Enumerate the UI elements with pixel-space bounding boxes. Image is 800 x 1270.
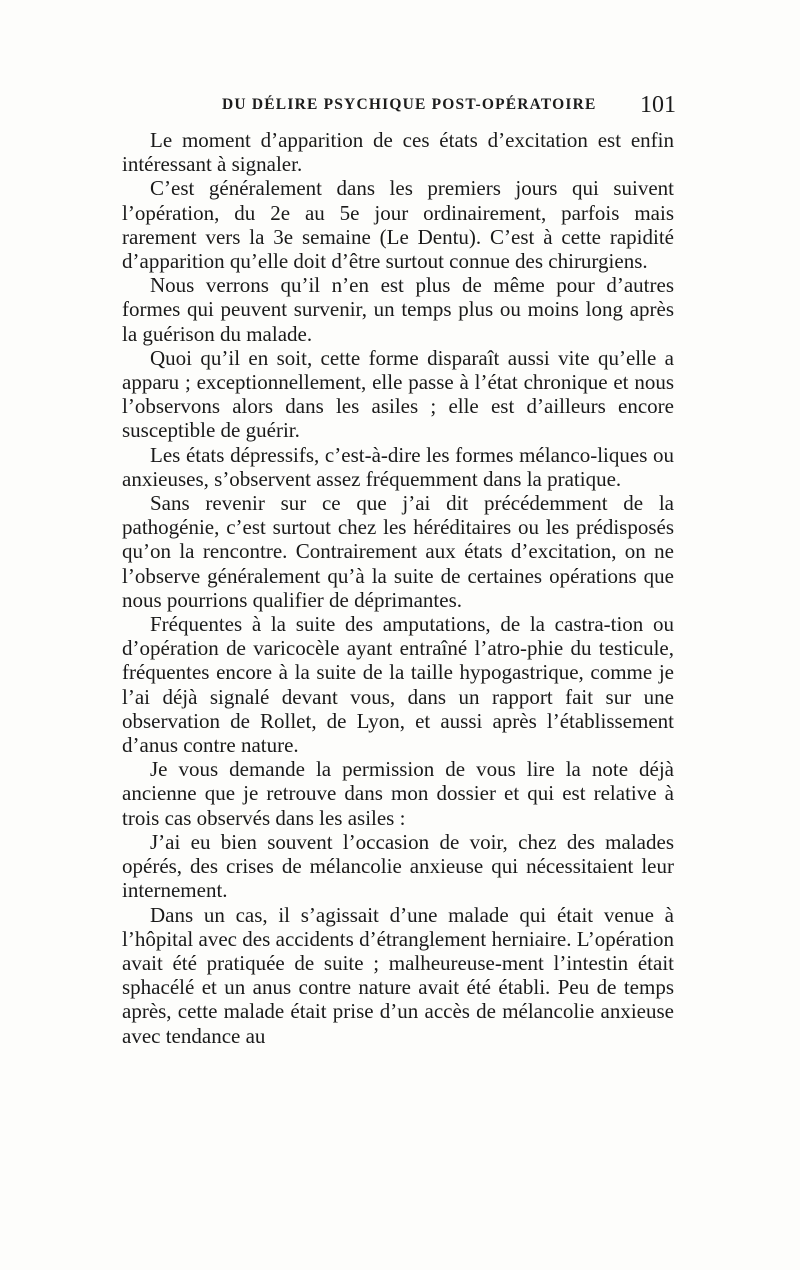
paragraph: J’ai eu bien souvent l’occasion de voir, chez des malades opérés, des crises de mélancolie anxieuse qui nécessitaient leur internement. xyxy=(122,829,674,903)
running-head xyxy=(122,90,682,124)
paragraph: C’est généralement dans les premiers jours qui suivent l’opération, du 2e au 5e jour ordinairement, parfois mais rarement vers la 3e semaine (Le Dentu). C’est à cette rapidité d’apparition qu’elle doit d’être surtout connue des chirurgiens. xyxy=(122,176,674,274)
paragraph: Nous verrons qu’il n’en est plus de même pour d’autres formes qui peuvent survenir, un temps plus ou moins long après la guérison du malade. xyxy=(122,273,674,346)
paragraph: Dans un cas, il s’agissait d’une malade qui était venue à l’hôpital avec des accidents d’étranglement herniaire. L’opération avait été pratiquée de suite ; malheureuse-ment l’intestin était sphacélé et un anus contre nature avait été établi. Peu de temps après, cette malade était prise d’un accès de mélancolie anxieuse avec tendance au xyxy=(122,902,674,1048)
paragraph: Sans revenir sur ce que j’ai dit précédemment de la pathogénie, c’est surtout chez les héréditaires ou les prédisposés qu’on la rencontre. Contrairement aux états d’excitation, on ne l’observe généralement qu’à la suite de certaines opérations que nous pourrions qualifier de déprimantes. xyxy=(122,491,674,612)
page-number: 101 xyxy=(640,92,676,118)
body-text xyxy=(122,128,674,1048)
paragraph: Fréquentes à la suite des amputations, de la castra-tion ou d’opération de varicocèle ayant entraîné l’atro-phie du testicule, fréquentes encore à la suite de la taille hypogastrique, comme je l’ai déjà signalé devant vous, dans un rapport fait sur une observation de Rollet, de Lyon, et aussi après l’établissement d’anus contre nature. xyxy=(122,612,674,758)
paragraph: Les états dépressifs, c’est-à-dire les formes mélanco-liques ou anxieuses, s’observent assez fréquemment dans la pratique. xyxy=(122,442,674,491)
paragraph: Je vous demande la permission de vous lire la note déjà ancienne que je retrouve dans mon dossier et qui est relative à trois cas observés dans les asiles : xyxy=(122,757,674,830)
paragraph: Le moment d’apparition de ces états d’excitation est enfin intéressant à signaler. xyxy=(122,128,674,177)
paragraph: Quoi qu’il en soit, cette forme disparaît aussi vite qu’elle a apparu ; exceptionnellement, elle passe à l’état chronique et nous l’observons alors dans les asiles ; elle est d’ailleurs encore susceptible de guérir. xyxy=(122,345,674,443)
running-title: DU DÉLIRE PSYCHIQUE POST-OPÉRATOIRE xyxy=(222,96,597,113)
